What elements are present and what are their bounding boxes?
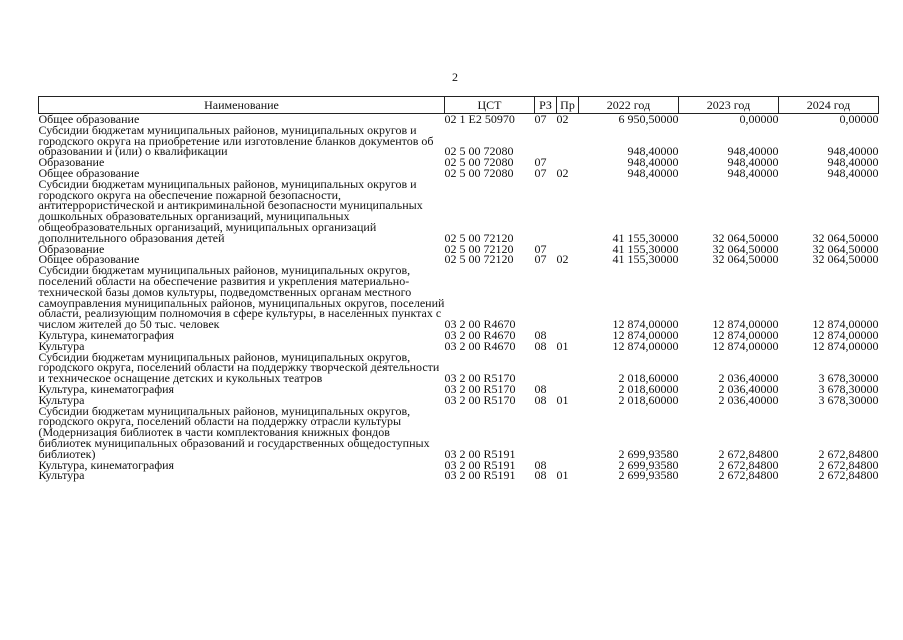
row-value-2023: 12 874,00000	[712, 338, 779, 353]
row-name: Общее образование	[38, 165, 140, 180]
row-cst: 02 5 00 72080	[444, 165, 514, 180]
row-value-2022: 41 155,30000	[612, 230, 679, 245]
row-value-2022: 2 018,60000	[618, 381, 679, 396]
table-row	[39, 265, 879, 330]
row-rz: 08	[534, 381, 547, 396]
row-value-2022: 41 155,30000	[612, 252, 679, 267]
row-cst: 02 5 00 72080	[444, 155, 514, 170]
row-name: Субсидии бюджетам муниципальных районов, муниципальных округов, городского округа, поселений области на поддержку творческой деятельности и техническое оснащение детских и кукольных театров	[38, 349, 440, 386]
row-cst: 02 5 00 72120	[444, 230, 514, 245]
row-pr: 02	[556, 252, 569, 267]
row-name: Субсидии бюджетам муниципальных районов, муниципальных округов и городского округа на приобретение или изготовление бланков документов об образовании и (или) о квалификации	[38, 122, 434, 159]
row-value-2024: 12 874,00000	[812, 338, 879, 353]
row-value-2022: 2 699,93580	[618, 468, 679, 483]
row-rz	[535, 179, 557, 244]
row-value-2023: 948,40000	[727, 165, 779, 180]
row-rz: 08	[534, 457, 547, 472]
row-value-2022: 2 699,93580	[618, 446, 679, 461]
row-rz: 07	[534, 112, 547, 126]
row-name: Культура, кинематография	[38, 381, 175, 396]
budget-table	[38, 96, 879, 481]
row-cst: 03 2 00 R5170	[444, 381, 516, 396]
row-name: Образование	[38, 241, 105, 256]
column-header-name: Наименование	[39, 97, 445, 114]
row-value-2024: 12 874,00000	[812, 317, 879, 332]
row-rz: 07	[534, 241, 547, 256]
row-value-2023: 948,40000	[727, 144, 779, 159]
table-row	[39, 125, 879, 157]
column-header-2022: 2022 год	[579, 97, 679, 114]
page-number: 2	[452, 70, 458, 84]
row-value-2022: 41 155,30000	[612, 241, 679, 256]
row-rz: 07	[534, 155, 547, 170]
row-value-2023: 2 672,84800	[718, 457, 779, 472]
row-value-2024: 948,40000	[827, 144, 879, 159]
column-header-pr: Пр	[557, 97, 579, 114]
row-value-2023: 32 064,50000	[712, 241, 779, 256]
row-value-2024: 2 672,84800	[818, 468, 879, 483]
table-row	[39, 406, 879, 460]
row-cst: 03 2 00 R4670	[444, 338, 516, 353]
table-row	[39, 470, 879, 481]
row-value-2022: 948,40000	[627, 165, 679, 180]
row-rz: 08	[534, 327, 547, 342]
row-pr	[557, 406, 579, 460]
row-pr: 01	[556, 468, 569, 483]
table-header	[39, 97, 879, 114]
row-value-2024: 32 064,50000	[812, 230, 879, 245]
row-rz	[535, 406, 557, 460]
row-value-2022: 948,40000	[627, 144, 679, 159]
row-cst: 03 2 00 R5170	[444, 392, 516, 407]
row-value-2022: 2 018,60000	[618, 392, 679, 407]
row-cst: 02 5 00 72120	[444, 252, 514, 267]
row-value-2022: 6 950,50000	[618, 112, 679, 126]
column-header-cst: ЦСТ	[445, 97, 535, 114]
row-name: Культура	[38, 392, 85, 407]
row-value-2022: 2 699,93580	[618, 457, 679, 472]
row-rz: 07	[534, 252, 547, 267]
row-value-2022: 2 018,60000	[618, 371, 679, 386]
column-header-2024: 2024 год	[779, 97, 879, 114]
row-value-2024: 32 064,50000	[812, 252, 879, 267]
row-name: Культура	[38, 338, 85, 353]
row-pr	[557, 125, 579, 157]
row-rz: 08	[534, 392, 547, 407]
row-name: Субсидии бюджетам муниципальных районов, муниципальных округов, поселений области на обеспечение развития и укрепления материально-технической базы домов культуры, подведомственных органам местного самоуправления муниципальных районов, муниципальных округов, поселений области, реализующим полномочия в сфере культуры, в населенных пунктах с числом жителей до 50 тыс. человек	[38, 263, 445, 332]
row-value-2024: 3 678,30000	[818, 392, 879, 407]
row-value-2024: 0,00000	[839, 112, 879, 126]
row-value-2023: 2 036,40000	[718, 392, 779, 407]
row-cst: 03 2 00 R5170	[444, 371, 516, 386]
row-value-2024: 3 678,30000	[818, 371, 879, 386]
row-cst: 03 2 00 R5191	[444, 457, 516, 472]
row-name: Субсидии бюджетам муниципальных районов, муниципальных округов и городского округа на обеспечение пожарной безопасности, антитеррористической и антикриминальной безопасности муниципальных дошкольных образовательных организаций, муниципальных общеобразовательных организаций, муниципальных организаций дополнительного образования детей	[38, 176, 423, 245]
row-value-2023: 32 064,50000	[712, 230, 779, 245]
row-pr	[557, 352, 579, 384]
row-name: Культура, кинематография	[38, 327, 175, 342]
row-value-2022: 12 874,00000	[612, 338, 679, 353]
row-cst: 02 5 00 72120	[444, 241, 514, 256]
row-name: Культура	[38, 468, 85, 483]
row-value-2022: 948,40000	[627, 155, 679, 170]
row-cst: 03 2 00 R4670	[444, 327, 516, 342]
row-name: Общее образование	[38, 112, 140, 126]
row-value-2023: 948,40000	[727, 155, 779, 170]
row-cst: 02 1 E2 50970	[444, 112, 515, 126]
column-header-rz: РЗ	[535, 97, 557, 114]
row-value-2023: 2 036,40000	[718, 381, 779, 396]
row-rz	[535, 125, 557, 157]
column-header-2023: 2023 год	[679, 97, 779, 114]
row-pr	[557, 179, 579, 244]
row-value-2023: 2 672,84800	[718, 468, 779, 483]
row-pr: 02	[556, 165, 569, 180]
row-cst: 03 2 00 R5191	[444, 468, 516, 483]
row-cst: 03 2 00 R5191	[444, 446, 516, 461]
row-name: Общее образование	[38, 252, 140, 267]
row-value-2024: 2 672,84800	[818, 446, 879, 461]
row-rz: 07	[534, 165, 547, 180]
table-row	[39, 352, 879, 384]
row-value-2024: 2 672,84800	[818, 457, 879, 472]
row-value-2023: 32 064,50000	[712, 252, 779, 267]
row-name: Субсидии бюджетам муниципальных районов, муниципальных округов, городского округа, поселений области на поддержку отрасли культуры (Модернизация библиотек в части комплектования книжных фондов библиотек муниципальных образований и государственных общедоступных библиотек)	[38, 403, 430, 461]
row-rz	[535, 265, 557, 330]
table-row	[39, 179, 879, 244]
row-value-2023: 12 874,00000	[712, 317, 779, 332]
row-value-2023: 2 036,40000	[718, 371, 779, 386]
row-pr	[557, 265, 579, 330]
row-name: Культура, кинематография	[38, 457, 175, 472]
row-value-2022: 12 874,00000	[612, 327, 679, 342]
row-rz	[535, 352, 557, 384]
row-pr: 02	[556, 112, 569, 126]
row-pr: 01	[556, 338, 569, 353]
row-name: Образование	[38, 155, 105, 170]
row-value-2023: 12 874,00000	[712, 327, 779, 342]
row-value-2024: 12 874,00000	[812, 327, 879, 342]
row-value-2023: 2 672,84800	[718, 446, 779, 461]
row-cst: 02 5 00 72080	[444, 144, 514, 159]
row-cst: 03 2 00 R4670	[444, 317, 516, 332]
row-rz: 08	[534, 468, 547, 483]
row-value-2024: 32 064,50000	[812, 241, 879, 256]
row-rz: 08	[534, 338, 547, 353]
row-value-2024: 948,40000	[827, 155, 879, 170]
row-value-2022: 12 874,00000	[612, 317, 679, 332]
row-value-2023: 0,00000	[739, 112, 779, 126]
row-pr: 01	[556, 392, 569, 407]
row-value-2024: 948,40000	[827, 165, 879, 180]
row-value-2024: 3 678,30000	[818, 381, 879, 396]
